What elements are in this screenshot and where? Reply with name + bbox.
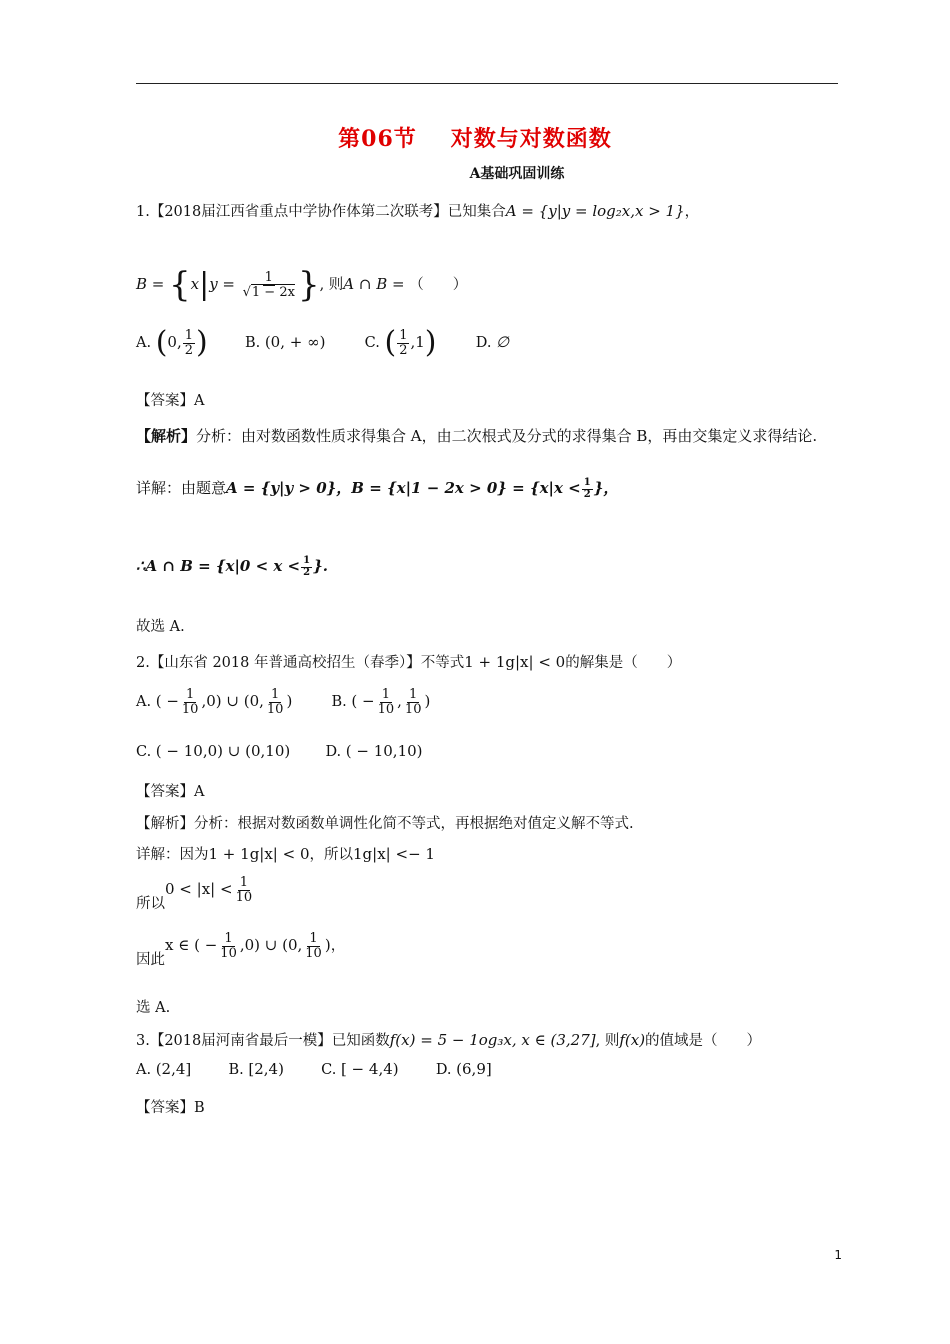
q1-setA: A = {y|y = log₂x,x > 1} — [505, 202, 685, 220]
q2-options-row1: A. ( − $\frac{1}{10}$ ,0) ∪ (0, $\frac{1}{10}$ ) B. ( − $\frac{1}{10}$ , $\frac{1}{10}$ ) — [136, 687, 431, 717]
q2-options-row2: C. ( − 10,0) ∪ (0,10) D. ( − 10,10) — [136, 742, 423, 760]
q2-answer: 【答案】A — [136, 784, 205, 800]
header-rule — [136, 83, 838, 84]
q1-setB-fraction: $\frac{1}{√1 - 2x}$ — [242, 269, 295, 300]
q1-stem: 1.【2018届江西省重点中学协作体第二次联考】已知集合A = {y|y = log₂x,x > 1}， — [136, 202, 700, 220]
q1-detail: 详解：由题意A = {y|y > 0}，B = {x|1 − 2x > 0} = {x|x < $\frac{1}{2}$ }， — [136, 477, 619, 500]
q1-setB-line: B = {x|y = $\frac{1}{√1 - 2x}$ }, 则A ∩ B = （ ） — [136, 265, 468, 305]
q2-detail: 详解：因为1 + 1g|x| < 0，所以1g|x| <− 1 — [136, 845, 435, 863]
q1-conclusion: 故选 A. — [136, 619, 185, 635]
page-number: 1 — [834, 1248, 842, 1262]
page-title — [0, 122, 950, 153]
section-subtitle: A基础巩固训练 — [469, 166, 565, 182]
q2-so: 所以0 < |x| < $\frac{1}{10}$ — [136, 875, 253, 913]
q2-analysis: 【解析】分析：根据对数函数单调性化简不等式，再根据绝对值定义解不等式. — [136, 816, 634, 832]
q3-answer: 【答案】B — [136, 1100, 205, 1116]
title-topic: 对数与对数函数 — [450, 126, 612, 152]
q3-stem: 3.【2018届河南省最后一模】已知函数f(x) = 5 − 1og₃x, x ∈ (3,27], 则f(x)的值域是（ ） — [136, 1031, 762, 1049]
q1-answer: 【答案】A — [136, 393, 205, 409]
q1-analysis: 【解析】分析：由对数函数性质求得集合 A，由二次根式及分式的求得集合 B，再由交集定义求得结论. — [136, 427, 818, 445]
q2-stem: 2.【山东省 2018 年普通高校招生（春季）】不等式1 + 1g|x| < 0的解集是（ ） — [136, 653, 682, 671]
q2-conclusion: 选 A. — [136, 1000, 171, 1016]
title-section: 第06节 — [338, 126, 417, 152]
q2-hence: 因此x ∈ ( − $\frac{1}{10}$ ,0) ∪ (0, $\frac{1}{10}$ )， — [136, 931, 346, 969]
q3-options: A. (2,4] B. [2,4) C. [ − 4,4) D. (6,9] — [136, 1060, 492, 1078]
q1-options: A. (0, $\frac{1}{2}$ ) B. (0, + ∞) C. ( $\frac{1}{2}$ ,1) D. ∅ — [136, 325, 510, 360]
q1-therefore: ∴A ∩ B = {x|0 < x < $\frac{1}{2}$ }. — [136, 555, 328, 578]
